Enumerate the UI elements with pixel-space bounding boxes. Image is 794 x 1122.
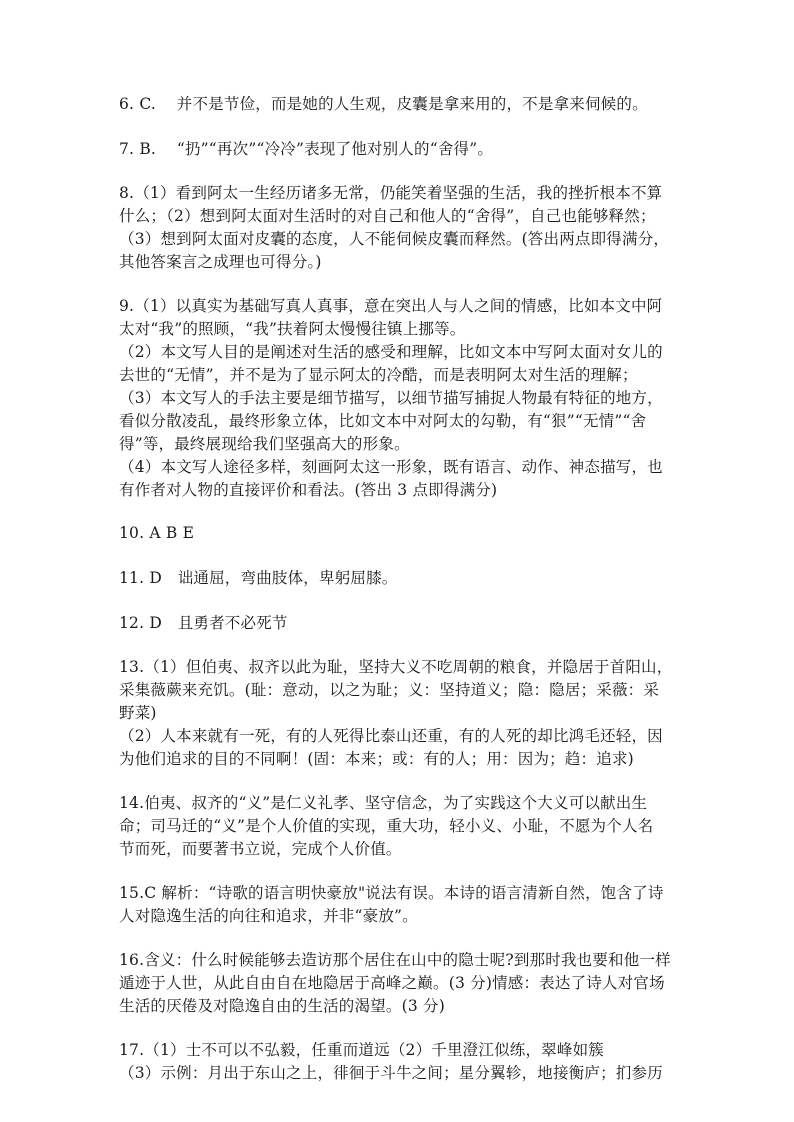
answer-9-line-8: （4）本文写人途径多样，刻画阿太这一形象，既有语言、动作、神态描写，也 xyxy=(119,458,663,476)
answer-7-line-1: 7. B. “扔”“再次”“冷冷”表现了他对别人的“舍得”。 xyxy=(119,140,494,158)
answer-16-line-1: 16.含义：什么时候能够去造访那个居住在山中的隐士呢?到那时我也要和他一样 xyxy=(119,951,671,969)
answer-9-line-5: （3）本文写人的手法主要是细节描写，以细节描写捕捉人物最有特征的地方， xyxy=(119,389,663,407)
answer-9-line-6: 看似分散凌乱，最终形象立体，比如文本中对阿太的勾勒，有“狠”“无情”“舍 xyxy=(119,412,647,430)
answer-13-line-3: 野菜) xyxy=(119,704,157,722)
answer-9-line-9: 有作者对人物的直接评价和看法。(答出 3 点即得满分) xyxy=(119,481,498,499)
answer-9-line-2: 太对“我”的照顾，“我”扶着阿太慢慢往镇上挪等。 xyxy=(119,320,466,338)
answer-15-line-2: 人对隐逸生活的向往和追求，并非“豪放”。 xyxy=(119,907,418,925)
answer-13-line-5: 为他们追求的目的不同啊！(固：本来；或：有的人；用：因为；趋：追求) xyxy=(119,750,634,768)
answer-9-line-7: 得”等，最终展现给我们坚强高大的形象。 xyxy=(119,435,410,453)
answer-14-line-1: 14.伯夷、叔齐的“义”是仁义礼孝、坚守信念，为了实践这个大义可以献出生 xyxy=(119,794,648,812)
answer-14-line-2: 命；司马迁的“义”是个人价值的实现，重大功，轻小义、小耻，不愿为个人名 xyxy=(119,817,654,835)
answer-9-line-3: （2）本文写人目的是阐述对生活的感受和理解，比如文本中写阿太面对女儿的 xyxy=(119,343,663,361)
answer-11-line-1: 11. D 诎通屈，弯曲肢体，卑躬屈膝。 xyxy=(119,569,398,587)
answer-13-line-4: （2）人本来就有一死，有的人死得比泰山还重，有的人死的却比鸿毛还轻，因 xyxy=(119,727,663,745)
answer-8-line-1: 8.（1）看到阿太一生经历诸多无常，仍能笑着坚强的生活，我的挫折根本不算 xyxy=(119,184,663,202)
answer-17-line-2: （3）示例：月出于东山之上，徘徊于斗牛之间；星分翼轸，地接衡庐；扪参历 xyxy=(119,1064,663,1082)
answer-12-line-1: 12. D 且勇者不必死节 xyxy=(119,614,288,632)
answer-9-line-1: 9.（1）以真实为基础写真人真事，意在突出人与人之间的情感，比如本文中阿 xyxy=(119,297,663,315)
answer-15-line-1: 15.C 解析：“诗歌的语言明快豪放"说法有误。本诗的语言清新自然，饱含了诗 xyxy=(119,884,664,902)
answer-6-line-1: 6. C. 并不是节俭，而是她的人生观，皮囊是拿来用的，不是拿来伺候的。 xyxy=(119,95,648,113)
answer-14-line-3: 节而死，而要著书立说，完成个人价值。 xyxy=(119,840,402,858)
answer-13-line-2: 采集薇蕨来充饥。(耻：意动，以之为耻；义：坚持道义；隐：隐居；采薇：采 xyxy=(119,681,660,699)
answer-16-line-2: 遁迹于人世，从此自由自在地隐居于高峰之巅。(3 分)情感：表达了诗人对官场 xyxy=(119,974,665,992)
answer-8-line-3: （3）想到阿太面对皮囊的态度，人不能伺候皮囊而释然。(答出两点即得满分， xyxy=(119,230,670,248)
answer-17-line-1: 17.（1）士不可以不弘毅，任重而道远（2）千里澄江似练，翠峰如簇 xyxy=(119,1041,604,1059)
answer-8-line-4: 其他答案言之成理也可得分。) xyxy=(119,253,322,271)
answer-9-line-4: 去世的“无情”，并不是为了显示阿太的冷酷，而是表明阿太对生活的理解； xyxy=(119,366,638,384)
answer-13-line-1: 13.（1）但伯夷、叔齐以此为耻，坚持大义不吃周朝的粮食，并隐居于首阳山， xyxy=(119,658,673,676)
answer-8-line-2: 什么；（2）想到阿太面对生活时的对自己和他人的“舍得”，自己也能够释然； xyxy=(119,207,656,225)
answer-10-line-1: 10. A B E xyxy=(119,524,195,542)
answer-16-line-3: 生活的厌倦及对隐逸自由的生活的渴望。(3 分) xyxy=(119,997,445,1015)
